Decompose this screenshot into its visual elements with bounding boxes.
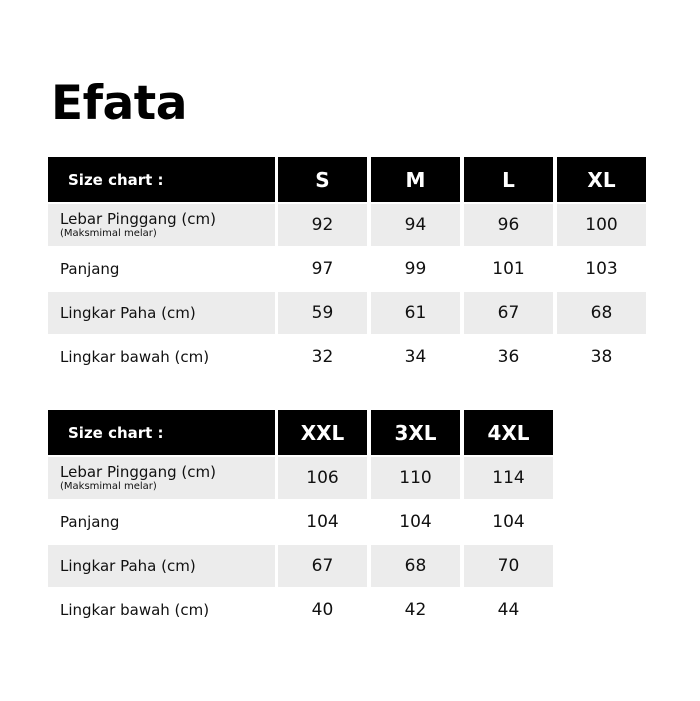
size-header: L (464, 157, 553, 202)
table-cell: 103 (585, 259, 618, 279)
row-label (48, 336, 275, 378)
row-label-main: Lingkar Paha (cm) (60, 556, 196, 575)
size-header: XL (557, 157, 646, 202)
table-cell: 110 (371, 457, 460, 499)
row-label (48, 292, 275, 334)
table-header-row (48, 410, 557, 455)
table-cell: 104 (306, 512, 339, 532)
table-cell: 96 (464, 204, 553, 246)
table-cell: 36 (497, 347, 520, 367)
row-label (48, 204, 275, 246)
size-header: 4XL (464, 410, 553, 455)
table-cell: 61 (371, 292, 460, 334)
table-cell: 44 (497, 600, 520, 620)
row-label-sub: (Maksmimal melar) (60, 480, 157, 492)
header-label: Size chart : (48, 157, 275, 202)
table-cell: 106 (278, 457, 367, 499)
size-chart-table (48, 157, 650, 380)
brand-title: Efata (51, 76, 187, 131)
table-cell: 100 (557, 204, 646, 246)
row-label-main: Lingkar bawah (cm) (60, 347, 210, 366)
size-chart-table (48, 410, 557, 633)
size-header: M (371, 157, 460, 202)
header-label: Size chart : (48, 410, 275, 455)
table-cell: 68 (557, 292, 646, 334)
table-row (48, 545, 557, 589)
row-label-main: Lebar Pinggang (cm) (60, 462, 216, 481)
row-label (48, 248, 275, 290)
table-row (48, 589, 557, 633)
table-cell: 67 (464, 292, 553, 334)
table-cell: 70 (464, 545, 553, 587)
table-row (48, 336, 650, 380)
table-cell: 34 (404, 347, 427, 367)
size-header: 3XL (371, 410, 460, 455)
table-row (48, 248, 650, 292)
table-cell: 38 (590, 347, 613, 367)
table-cell: 97 (311, 259, 334, 279)
table-cell: 42 (404, 600, 427, 620)
table-cell: 40 (311, 600, 334, 620)
table-cell: 68 (371, 545, 460, 587)
size-header: S (278, 157, 367, 202)
row-label (48, 589, 275, 631)
table-cell: 32 (311, 347, 334, 367)
table-cell: 114 (464, 457, 553, 499)
row-label-sub: (Maksmimal melar) (60, 227, 157, 239)
table-cell: 99 (404, 259, 427, 279)
row-label (48, 457, 275, 499)
table-cell: 101 (492, 259, 525, 279)
table-row (48, 204, 650, 248)
row-label (48, 545, 275, 587)
size-header: XXL (278, 410, 367, 455)
row-label-main: Panjang (60, 512, 120, 531)
table-row (48, 457, 557, 501)
row-label-main: Lingkar bawah (cm) (60, 600, 210, 619)
table-cell: 67 (278, 545, 367, 587)
table-cell: 94 (371, 204, 460, 246)
table-cell: 104 (399, 512, 432, 532)
row-label-main: Panjang (60, 259, 120, 278)
table-header-row (48, 157, 650, 202)
row-label-main: Lebar Pinggang (cm) (60, 209, 216, 228)
table-row (48, 501, 557, 545)
table-cell: 59 (278, 292, 367, 334)
row-label-main: Lingkar Paha (cm) (60, 303, 196, 322)
table-row (48, 292, 650, 336)
table-cell: 92 (278, 204, 367, 246)
table-cell: 104 (492, 512, 525, 532)
row-label (48, 501, 275, 543)
